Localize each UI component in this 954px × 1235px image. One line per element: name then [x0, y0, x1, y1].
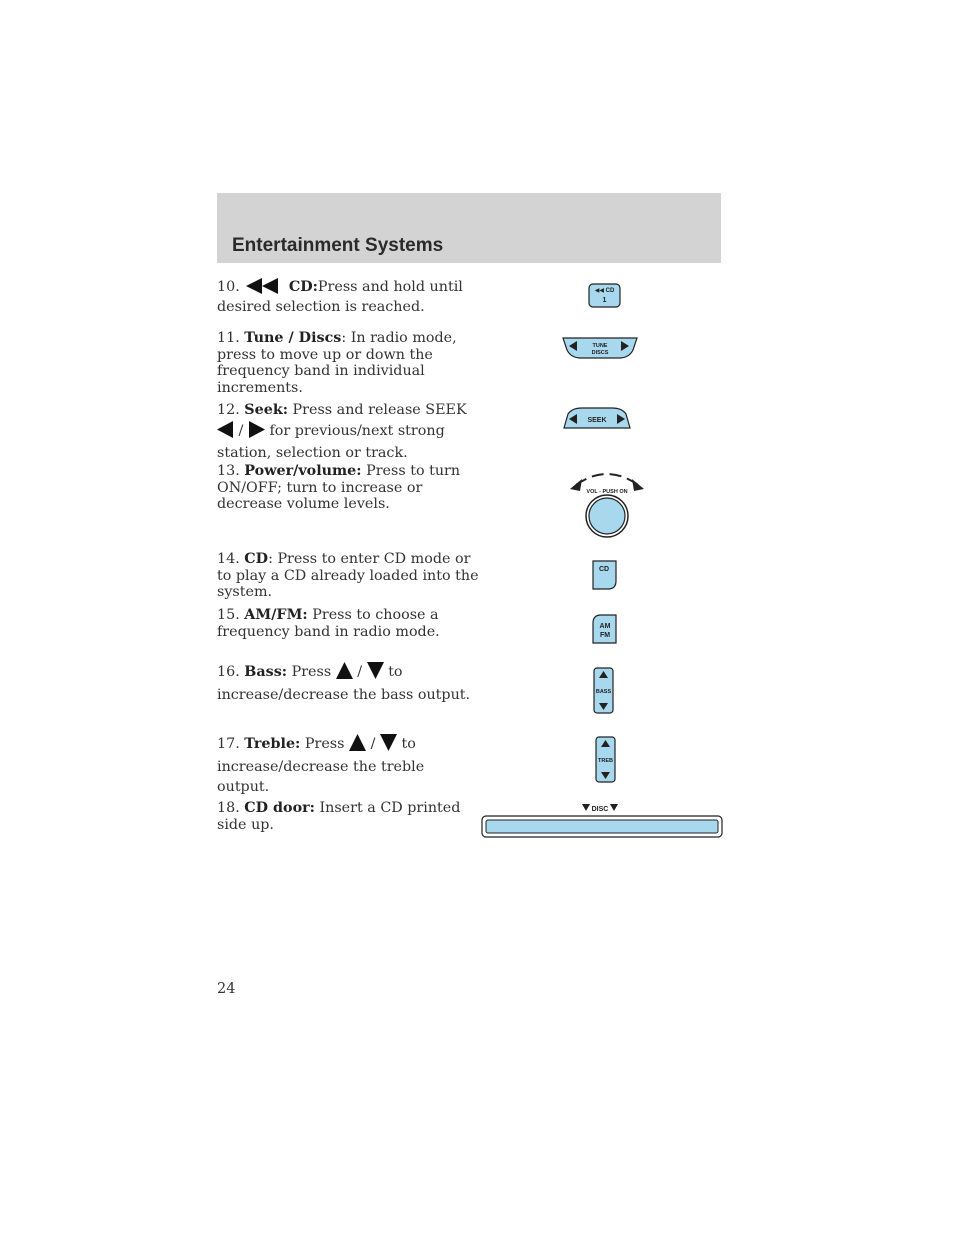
- item-number: 13.: [217, 463, 240, 479]
- rewind-icon: [244, 278, 284, 299]
- item-desc: Press to choose a frequency band in radio mode.: [217, 607, 440, 640]
- item-number: 14.: [217, 551, 240, 567]
- item-name: Seek:: [244, 402, 288, 418]
- am-label: AM: [599, 623, 611, 630]
- item-number: 16.: [217, 664, 240, 680]
- item-number: 15.: [217, 607, 240, 623]
- arrow-left-icon: [570, 479, 582, 491]
- item-desc: Press and release SEEK: [292, 402, 467, 418]
- volume-label: VOL - PUSH ON: [586, 489, 628, 495]
- disc-label: DISC: [591, 806, 609, 813]
- item-number: 11.: [217, 330, 240, 346]
- tune-discs-button: [561, 336, 639, 360]
- seek-forward-icon: [248, 421, 265, 445]
- seek-button: [558, 406, 636, 430]
- seek-label: SEEK: [587, 417, 607, 424]
- cd-rewind-number: 1: [602, 297, 607, 304]
- item-10: [217, 278, 479, 315]
- item-14: [217, 551, 479, 601]
- item-desc: Press: [291, 664, 332, 680]
- item-number: 18.: [217, 800, 240, 816]
- item-desc: : In radio mode, press to move up or down the frequency band in individual increments.: [217, 330, 457, 396]
- item-desc: Press: [304, 736, 345, 752]
- tune-label: TUNE: [592, 343, 608, 349]
- item-number: 12.: [217, 402, 240, 418]
- section-header: [217, 193, 721, 263]
- item-12: [217, 401, 479, 464]
- item-16: [217, 662, 479, 705]
- amfm-button: [591, 613, 619, 645]
- slash: /: [238, 422, 244, 439]
- item-number: 10.: [217, 279, 240, 295]
- seek-back-icon: [217, 421, 234, 445]
- slash: /: [370, 736, 376, 752]
- discs-label: DISCS: [591, 350, 609, 356]
- item-11: [217, 330, 479, 396]
- item-13: [217, 463, 479, 513]
- arrow-down-icon: [610, 804, 618, 811]
- item-name: Treble:: [244, 736, 301, 752]
- item-name: CD: [244, 551, 269, 567]
- item-desc: for previous/next strong station, selection or track.: [217, 422, 445, 461]
- item-name: Power/volume:: [244, 463, 362, 479]
- arrow-down-icon: [380, 734, 397, 757]
- item-desc: Press and hold until desired selection is reached.: [217, 279, 463, 315]
- bass-button: [592, 666, 616, 716]
- item-desc: to increase/decrease the treble output.: [217, 736, 425, 795]
- item-name: CD door:: [244, 800, 315, 816]
- item-desc: to increase/decrease the bass output.: [217, 664, 471, 703]
- treb-label: TREB: [598, 758, 613, 764]
- cd-button: [591, 559, 619, 591]
- arrow-up-icon: [349, 734, 366, 757]
- item-name: CD:: [288, 279, 318, 295]
- item-desc: Press to turn ON/OFF; turn to increase or decrease volume levels.: [217, 463, 461, 512]
- slash: /: [357, 664, 363, 680]
- item-18: [217, 800, 479, 833]
- treble-button: [594, 735, 618, 785]
- arrow-down-icon: [367, 662, 384, 685]
- bass-label: BASS: [595, 689, 612, 695]
- item-name: Bass:: [244, 664, 288, 680]
- item-desc: Insert a CD printed side up.: [217, 800, 461, 833]
- item-name: Tune / Discs: [244, 330, 342, 346]
- item-name: AM/FM:: [244, 607, 308, 623]
- page-number: 24: [217, 981, 236, 997]
- item-17: [217, 734, 479, 797]
- arrow-down-icon: [582, 804, 590, 811]
- item-15: [217, 607, 479, 640]
- section-title: Entertainment Systems: [232, 235, 444, 256]
- cd-rewind-button: [588, 283, 622, 309]
- fm-label: FM: [599, 632, 611, 639]
- arrow-right-icon: [632, 479, 644, 491]
- volume-knob: [566, 467, 648, 541]
- item-desc: : Press to enter CD mode or to play a CD already loaded into the system.: [217, 551, 479, 600]
- arrow-up-icon: [336, 662, 353, 685]
- item-number: 17.: [217, 736, 240, 752]
- cd-label: CD: [598, 566, 610, 573]
- cd-rewind-label: ◀◀ CD: [594, 288, 615, 294]
- cd-door: [480, 801, 724, 841]
